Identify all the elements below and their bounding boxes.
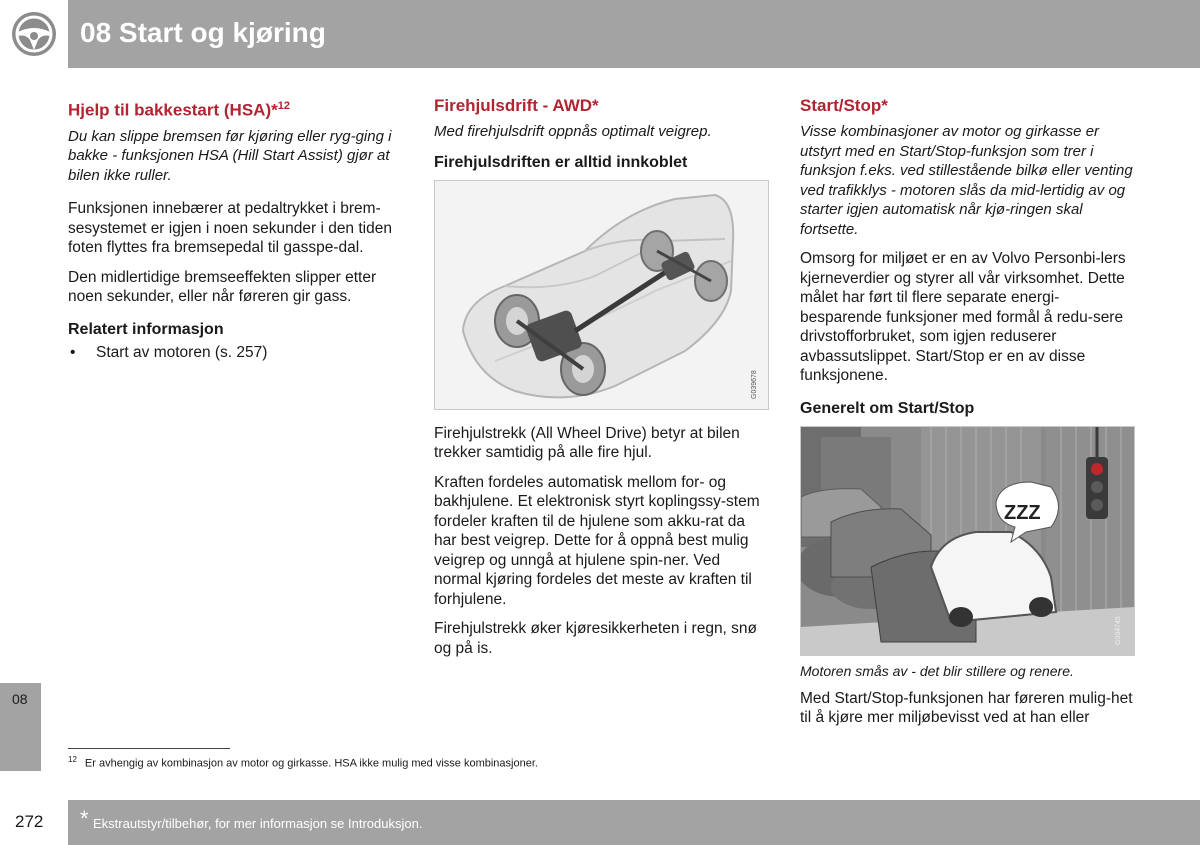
related-heading: Relatert informasjon [68, 320, 224, 338]
footnote [68, 755, 538, 770]
footer-asterisk: * [80, 806, 89, 831]
related-link[interactable]: • Start av motoren (s. 257) [68, 343, 403, 363]
body-paragraph: Omsorg for miljøet er en av Volvo Personbi-lers kjerneverdier og styrer all vår virksomhet. Dette målet har ført til flere separate energi-besparende funksjoner med formål å redu-sere drivstofforbruket, som igjen reduserer avbassutslippet. Start/Stop er en av disse funksjonene. [800, 250, 1126, 384]
figure-caption: Motoren smås av - det blir stillere og renere. [800, 662, 1074, 679]
lead-text: Du kan slippe bremsen før kjøring eller ryg-ging i bakke - funksjonen HSA (Hill Start Assist) gjør at bilen ikke ruller. [68, 127, 392, 184]
body-paragraph: Firehjulstrekk øker kjøresikkerheten i regn, snø og på is. [434, 620, 758, 657]
body-paragraph: Funksjonen innebærer at pedaltrykket i brem-sesystemet er igjen i noen sekunder i den tiden foten flyttes fra bremsepedal til gasspe-dal. [68, 200, 392, 257]
footnote-number: 12 [68, 755, 77, 764]
section-heading-hsa [68, 94, 403, 123]
side-tab-label: 08 [12, 691, 28, 707]
footer-note: Ekstrautstyr/tilbehør, for mer informasjon se Introduksjon. [93, 816, 423, 831]
footnote-text: Er avhengig av kombinasjon av motor og girkasse. HSA ikke mulig med visse kombinasjoner. [84, 757, 538, 770]
figure-code: G034745 [1115, 615, 1122, 645]
steering-wheel-icon [10, 10, 58, 58]
subheading: Firehjulsdriften er alltid innkoblet [434, 153, 688, 171]
awd-drivetrain-image [435, 181, 768, 409]
zzz-text: ZZZ [1004, 501, 1041, 524]
column-awd [434, 94, 769, 658]
page-number: 272 [15, 812, 44, 831]
chapter-icon-box [0, 0, 68, 68]
awd-car-illustration [434, 180, 769, 410]
footnote-divider [68, 748, 230, 749]
section-heading-awd: Firehjulsdrift - AWD* [434, 96, 599, 115]
chapter-side-tab[interactable] [0, 683, 41, 771]
body-paragraph: Med Start/Stop-funksjonen har føreren mulig-het til å kjøre mer miljøbevisst ved at han eller [800, 689, 1133, 726]
subheading: Generelt om Start/Stop [800, 399, 975, 417]
heading-text: Hjelp til bakkestart (HSA)* [68, 100, 278, 120]
footnote-ref[interactable]: 12 [277, 100, 290, 112]
traffic-queue-image [801, 427, 1134, 655]
figure-code: G039678 [751, 369, 758, 399]
section-heading-start-stop: Start/Stop* [800, 96, 888, 115]
lead-text: Med firehjulsdrift oppnås optimalt veigrep. [434, 123, 712, 140]
column-start-stop [800, 94, 1135, 728]
column-hsa [68, 94, 403, 362]
red-light-icon [1091, 463, 1103, 475]
chapter-title: 08 Start og kjøring [80, 17, 326, 48]
related-list [68, 343, 403, 363]
lead-text: Visse kombinasjoner av motor og girkasse er utstyrt med en Start/Stop-funksjon som trer i funksjon f.eks. ved stillestående bilkø eller venting ved trafikklys - motoren slås da mid-lertidig av og starter igjen automatisk når kjø-ringen skal fortsette. [800, 123, 1133, 238]
traffic-queue-illustration [800, 426, 1135, 656]
body-paragraph: Den midlertidige bremseeffekten slipper etter noen sekunder, eller når føreren gir gass. [68, 268, 377, 306]
body-paragraph: Kraften fordeles automatisk mellom for- og bakhjulene. Et elektronisk styrt koplingssy-stem fordeler kraften til de hjulene som akku-rat da har best veigrep. Dette for å oppnå best mulig veigrep og unngå at hjulene spin-ner. Ved normal kjøring fordeles det meste av kraften til forhjulene. [434, 473, 760, 608]
body-paragraph: Firehjulstrekk (All Wheel Drive) betyr at bilen trekker samtidig på alle fire hjul. [434, 424, 740, 461]
